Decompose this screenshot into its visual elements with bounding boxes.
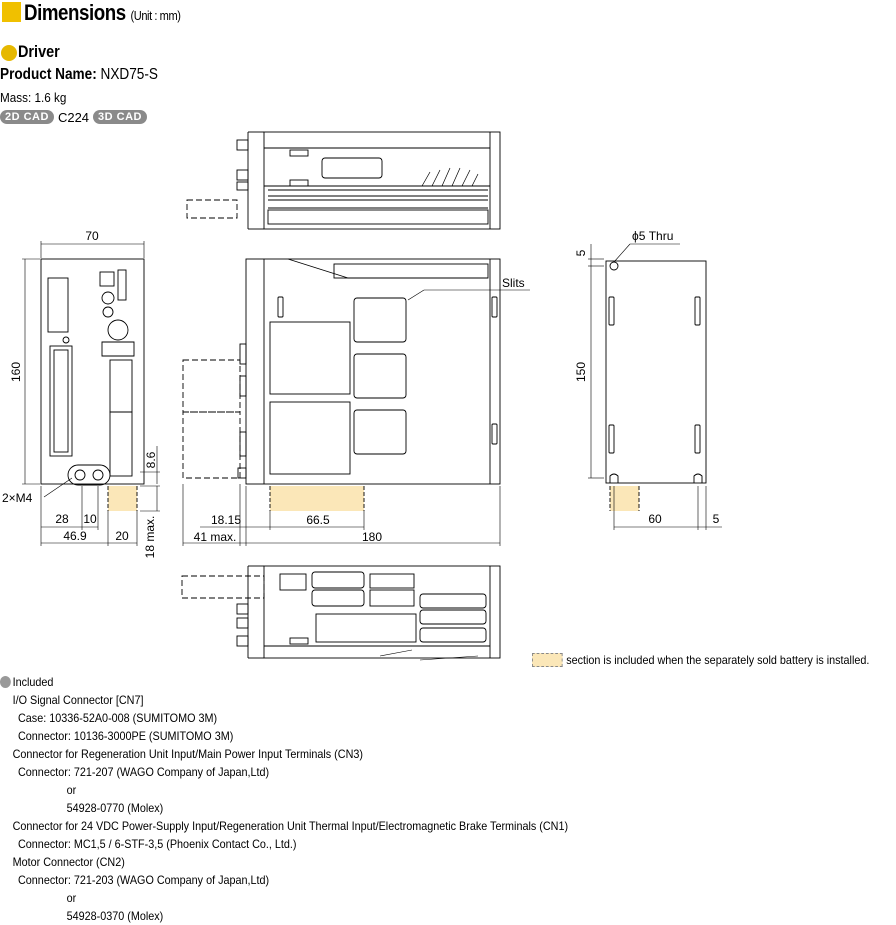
dim-160: 160 [9,361,23,383]
dim-20: 20 [115,529,129,543]
dim-5-right: 5 [712,512,720,526]
dim-2xm4: 2×M4 [2,491,33,505]
side-view [183,259,500,511]
included-dot-icon [0,676,11,688]
list-item: or [66,783,77,797]
dim-10: 10 [83,512,97,526]
bottom-view [182,566,500,660]
dim-28: 28 [55,512,69,526]
dim-8-6: 8.6 [144,451,158,469]
section-title: Driver [18,42,60,61]
included-heading: Included [0,673,568,691]
list-item: Connector: 10136-3000PE (SUMITOMO 3M) [18,729,234,743]
cad-code: C224 [57,109,90,125]
list-item: 54928-0370 (Molex) [66,909,164,923]
list-item: 54928-0770 (Molex) [66,801,164,815]
battery-legend-text: section is included when the separately sold battery is installed. [566,653,870,667]
product-label: Product Name: [0,66,97,83]
list-item: Case: 10336-52A0-008 (SUMITOMO 3M) [18,711,218,725]
list-item: or [66,891,77,905]
cad-2d-button[interactable]: 2D CAD [0,110,54,124]
list-item: Connector for Regeneration Unit Input/Main Power Input Terminals (CN3) [12,747,363,761]
dim-5-top: 5 [574,249,588,257]
dim-46-9: 46.9 [63,529,87,543]
dim-60: 60 [648,512,662,526]
dim-180: 180 [361,530,383,544]
dim-18max: 18 max. [143,515,157,559]
unit-text: (Unit : mm) [130,8,181,23]
battery-legend-swatch [532,653,563,667]
list-item: Connector: 721-203 (WAGO Company of Japan,Ltd) [18,873,270,887]
battery-legend [532,653,869,667]
list-item: Connector for 24 VDC Power-Supply Input/Regeneration Unit Thermal Input/Electromagnetic Brake Terminals (CN1) [12,819,569,833]
dim-150: 150 [574,361,588,383]
dim-66-5: 66.5 [306,513,330,527]
title-text: Dimensions [24,0,126,25]
dim-phi5: ϕ5 Thru [632,229,674,243]
list-item: Motor Connector (CN2) [12,855,125,869]
cad-3d-button[interactable]: 3D CAD [93,110,147,124]
dim-70: 70 [85,229,99,243]
list-item: I/O Signal Connector [CN7] [12,693,144,707]
dim-41max: 41 max. [193,530,237,544]
list-item: Connector: MC1,5 / 6-STF-3,5 (Phoenix Contact Co., Ltd.) [18,837,297,851]
product-value: NXD75-S [100,66,158,83]
front-view [41,259,144,511]
dim-18-15: 18.15 [210,513,242,527]
list-item: Connector: 721-207 (WAGO Company of Japan,Ltd) [18,765,270,779]
included-list [0,673,568,925]
top-view [187,132,500,229]
dim-slits: Slits [502,276,525,290]
rear-view [606,261,706,511]
mass-text: Mass: 1.6 kg [0,90,67,105]
